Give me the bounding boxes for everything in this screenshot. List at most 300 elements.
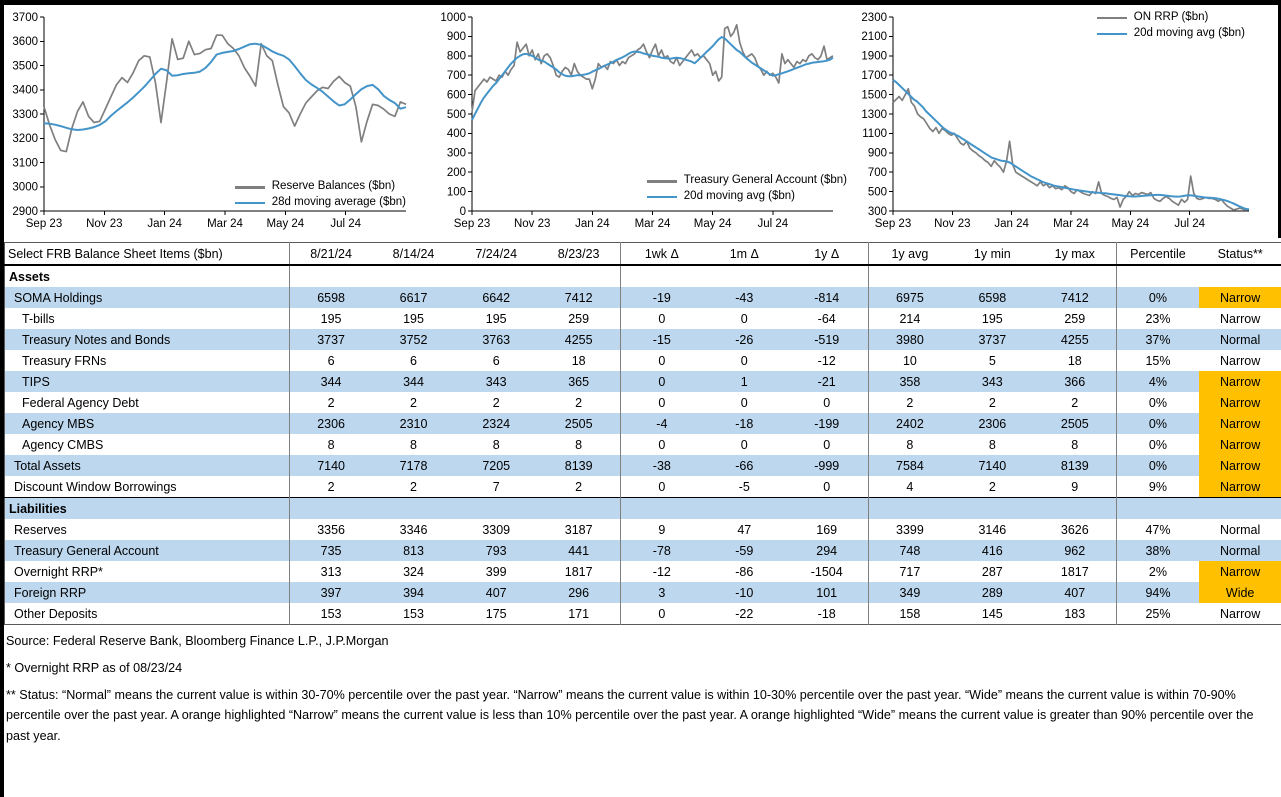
value-cell: 0	[740, 311, 748, 326]
value-cell: 9	[1034, 476, 1117, 498]
value-cell: 735	[320, 543, 342, 558]
value-cell: 2	[988, 395, 996, 410]
value-cell: -59	[735, 543, 754, 558]
value-cell: 7584	[896, 458, 924, 473]
table-row	[5, 371, 1281, 392]
value-cell: 3626	[1034, 519, 1117, 540]
x-tick-label: Jan 24	[575, 218, 610, 230]
value-cell: 1817	[1034, 561, 1117, 582]
status-cell: Normal	[1220, 522, 1261, 537]
value-cell: 7412	[1034, 287, 1117, 308]
value-cell	[455, 498, 538, 520]
value-cell: 344	[320, 374, 342, 389]
status-cell: Narrow	[1220, 353, 1261, 368]
y-tick-label: 1500	[861, 89, 887, 102]
legend-line-swatch-gray	[647, 180, 677, 182]
value-cell: 1817	[538, 561, 621, 582]
x-tick-label: Mar 24	[1053, 218, 1089, 230]
row-label: Federal Agency Debt	[5, 392, 290, 413]
y-tick-label: 600	[446, 89, 466, 102]
value-cell: -199	[786, 413, 869, 434]
reserve-balances-chart	[4, 5, 434, 238]
value-cell: 15%	[1145, 353, 1171, 368]
value-cell: 0	[658, 353, 666, 368]
row-label: Agency MBS	[5, 413, 290, 434]
y-tick-label: 3700	[12, 11, 38, 24]
legend-label: Reserve Balances ($bn)	[271, 180, 396, 193]
value-cell: 2505	[538, 413, 621, 434]
table-row	[5, 476, 1281, 498]
value-cell: 8139	[538, 455, 621, 476]
value-cell: 47%	[1145, 522, 1171, 537]
value-cell: 3187	[538, 519, 621, 540]
y-tick-label: 800	[446, 50, 466, 63]
status-cell: Narrow	[1199, 287, 1281, 308]
charts-row	[4, 5, 1281, 238]
value-cell: 441	[538, 540, 621, 561]
column-header: 1y avg	[868, 243, 951, 266]
value-cell: -38	[652, 458, 671, 473]
value-cell: 214	[899, 311, 921, 326]
table-header-row	[5, 243, 1281, 266]
column-header: 1m Δ	[703, 243, 786, 266]
row-label: Assets	[5, 265, 290, 287]
y-tick-label: 2300	[861, 11, 887, 24]
y-tick-label: 2100	[861, 31, 887, 44]
value-cell: 343	[981, 374, 1003, 389]
value-cell: 2	[1034, 392, 1117, 413]
value-cell: 343	[485, 374, 507, 389]
row-label: Other Deposits	[5, 603, 290, 625]
value-cell: 145	[981, 606, 1003, 621]
value-cell	[1034, 265, 1117, 287]
value-cell: 407	[1034, 582, 1117, 603]
status-cell	[1199, 265, 1281, 287]
status-cell: Narrow	[1199, 476, 1281, 498]
value-cell: 175	[485, 606, 507, 621]
status-cell: Narrow	[1199, 371, 1281, 392]
value-cell: 195	[981, 311, 1003, 326]
balance-sheet-table	[4, 242, 1281, 625]
status-cell: Narrow	[1199, 455, 1281, 476]
value-cell	[1034, 498, 1117, 520]
value-cell: 296	[538, 582, 621, 603]
status-cell: Narrow	[1199, 434, 1281, 455]
series-line	[44, 44, 406, 130]
value-cell	[1116, 265, 1199, 287]
row-label: TIPS	[5, 371, 290, 392]
reserve-balances-legend	[235, 178, 406, 212]
table-row	[5, 392, 1281, 413]
series-line	[893, 89, 1249, 210]
value-cell: -814	[786, 287, 869, 308]
legend-label: ON RRP ($bn)	[1133, 11, 1209, 23]
value-cell: 358	[899, 374, 921, 389]
value-cell: 344	[403, 374, 424, 389]
value-cell	[620, 265, 703, 287]
value-cell: 0%	[1148, 416, 1167, 431]
value-cell	[868, 265, 951, 287]
value-cell	[372, 265, 455, 287]
value-cell: 0	[658, 479, 666, 494]
y-tick-label: 300	[446, 147, 466, 160]
value-cell: 158	[899, 606, 921, 621]
row-label: Overnight RRP*	[5, 561, 290, 582]
value-cell: 94%	[1145, 585, 1171, 600]
value-cell	[703, 498, 786, 520]
table-row	[5, 350, 1281, 371]
x-tick-label: Mar 24	[207, 218, 243, 230]
on-rrp-chart	[859, 5, 1281, 238]
value-cell: 0%	[1148, 290, 1167, 305]
value-cell	[290, 498, 373, 520]
value-cell: 313	[320, 564, 342, 579]
y-tick-label: 3200	[12, 133, 38, 146]
value-cell: 2	[988, 479, 996, 494]
on-rrp-legend	[1097, 9, 1245, 43]
y-tick-label: 0	[459, 205, 466, 218]
value-cell: 171	[538, 603, 621, 625]
x-tick-label: Jul 24	[757, 218, 789, 230]
value-cell: 2	[492, 395, 500, 410]
value-cell: 0	[658, 606, 666, 621]
y-tick-label: 500	[446, 108, 466, 121]
row-label: SOMA Holdings	[5, 287, 290, 308]
value-cell: 3346	[399, 522, 428, 537]
column-header: 8/14/24	[372, 243, 455, 266]
value-cell: 2324	[482, 416, 511, 431]
value-cell: -999	[786, 455, 869, 476]
y-tick-label: 1900	[861, 50, 887, 63]
value-cell: 0	[658, 311, 666, 326]
value-cell	[951, 265, 1034, 287]
value-cell: 0	[786, 392, 869, 413]
value-cell: 394	[403, 585, 424, 600]
y-tick-label: 500	[867, 186, 887, 199]
value-cell: 349	[899, 585, 921, 600]
value-cell: 183	[1034, 603, 1117, 625]
value-cell: 2306	[317, 416, 345, 431]
value-cell	[620, 498, 703, 520]
value-cell: 8	[538, 434, 621, 455]
row-label: Reserves	[5, 519, 290, 540]
x-tick-label: Jan 24	[994, 218, 1029, 230]
value-cell	[538, 265, 621, 287]
table-row	[5, 434, 1281, 455]
treasury-general-account-chart	[434, 5, 859, 238]
footnotes	[4, 625, 1281, 746]
row-label: Total Assets	[5, 455, 290, 476]
value-cell: 4	[906, 479, 914, 494]
value-cell	[290, 265, 373, 287]
row-label: Agency CMBS	[5, 434, 290, 455]
value-cell: 2505	[1034, 413, 1117, 434]
value-cell: 6975	[896, 290, 924, 305]
value-cell: 7412	[538, 287, 621, 308]
value-cell: -10	[735, 585, 754, 600]
value-cell: 18	[538, 350, 621, 371]
legend-label: 28d moving average ($bn)	[271, 196, 406, 209]
legend-line-swatch-blue	[1097, 33, 1127, 35]
row-label: Treasury Notes and Bonds	[5, 329, 290, 350]
table-row	[5, 308, 1281, 329]
value-cell: 7140	[978, 458, 1007, 473]
status-cell: Normal	[1220, 543, 1261, 558]
value-cell: -22	[735, 606, 754, 621]
x-tick-label: May 24	[693, 218, 732, 230]
value-cell: 397	[320, 585, 342, 600]
value-cell	[1116, 498, 1199, 520]
y-tick-label: 3000	[12, 181, 38, 194]
value-cell: 47	[737, 522, 752, 537]
value-cell: 6598	[317, 290, 345, 305]
value-cell: 6	[492, 353, 500, 368]
value-cell: 324	[403, 564, 424, 579]
value-cell: 3146	[978, 522, 1007, 537]
value-cell: 2	[410, 395, 417, 410]
table-row	[5, 455, 1281, 476]
column-header: 1y min	[951, 243, 1034, 266]
status-cell: Narrow	[1220, 311, 1261, 326]
value-cell: 9	[658, 522, 666, 537]
legend-entry	[647, 174, 847, 188]
status-cell: Normal	[1220, 332, 1261, 347]
column-header: 1wk Δ	[620, 243, 703, 266]
y-tick-label: 2900	[12, 205, 38, 218]
value-cell: 2	[327, 395, 335, 410]
value-cell	[786, 498, 869, 520]
value-cell: 37%	[1145, 332, 1171, 347]
legend-entry	[235, 180, 406, 194]
value-cell: 2310	[399, 416, 428, 431]
row-label: Treasury General Account	[5, 540, 290, 561]
value-cell: -66	[735, 458, 754, 473]
value-cell: 3356	[317, 522, 345, 537]
value-cell: 2	[538, 476, 621, 498]
y-tick-label: 700	[867, 167, 887, 179]
x-tick-label: May 24	[266, 218, 305, 230]
value-cell: -19	[652, 290, 671, 305]
value-cell: -1504	[786, 561, 869, 582]
value-cell: 289	[981, 585, 1003, 600]
legend-entry	[235, 196, 406, 210]
value-cell: -43	[735, 290, 754, 305]
legend-line-swatch-blue	[647, 196, 677, 198]
row-label: Foreign RRP	[5, 582, 290, 603]
status-cell: Narrow	[1220, 606, 1261, 621]
value-cell: 0	[740, 353, 748, 368]
value-cell: 2	[327, 479, 335, 494]
value-cell: 3980	[896, 332, 924, 347]
value-cell: 4255	[1034, 329, 1117, 350]
value-cell: 23%	[1145, 311, 1171, 326]
value-cell: 18	[1034, 350, 1117, 371]
value-cell: 5	[988, 353, 996, 368]
value-cell	[372, 498, 455, 520]
value-cell: 169	[786, 519, 869, 540]
x-tick-label: Nov 23	[513, 218, 551, 230]
value-cell: 259	[1034, 308, 1117, 329]
column-header: Percentile	[1116, 243, 1199, 266]
value-cell: 8	[492, 437, 500, 452]
legend-line-swatch-gray	[235, 186, 265, 188]
table-row	[5, 519, 1281, 540]
value-cell: -18	[786, 603, 869, 625]
value-cell: 38%	[1145, 543, 1171, 558]
value-cell: -12	[786, 350, 869, 371]
status-cell	[1199, 498, 1281, 520]
value-cell: 8139	[1034, 455, 1117, 476]
value-cell: 294	[786, 540, 869, 561]
value-cell: 25%	[1145, 606, 1171, 621]
value-cell: -15	[652, 332, 671, 347]
y-tick-label: 200	[446, 167, 466, 179]
y-tick-label: 100	[446, 186, 466, 199]
value-cell: 8	[988, 437, 996, 452]
legend-line-swatch-blue	[235, 202, 265, 204]
table-row	[5, 287, 1281, 308]
value-cell: -21	[786, 371, 869, 392]
value-cell: 2402	[896, 416, 924, 431]
series-line	[893, 80, 1249, 210]
value-cell: 813	[403, 543, 424, 558]
x-tick-label: Jan 24	[147, 218, 182, 230]
source-note: Source: Federal Reserve Bank, Bloomberg Finance L.P., J.P.Morgan	[6, 634, 389, 648]
table-row	[5, 329, 1281, 350]
value-cell	[786, 265, 869, 287]
value-cell: 9%	[1148, 479, 1167, 494]
value-cell	[455, 265, 538, 287]
overnight-rrp-note: * Overnight RRP as of 08/23/24	[6, 661, 183, 676]
value-cell: 0%	[1148, 395, 1167, 410]
value-cell: 8	[327, 437, 335, 452]
x-tick-label: Sep 23	[874, 218, 912, 230]
value-cell: 407	[485, 585, 507, 600]
row-label: Treasury FRNs	[5, 350, 290, 371]
value-cell: -86	[735, 564, 754, 579]
value-cell: 0	[740, 395, 748, 410]
legend-entry	[647, 190, 847, 204]
legend-label: 20d moving avg ($bn)	[1133, 26, 1245, 39]
value-cell: 7140	[317, 458, 345, 473]
table-row	[5, 540, 1281, 561]
value-cell: 195	[485, 311, 507, 326]
y-tick-label: 3400	[12, 84, 38, 97]
value-cell: 8	[410, 437, 417, 452]
value-cell: -18	[735, 416, 754, 431]
value-cell: -5	[738, 479, 750, 494]
value-cell: 717	[899, 564, 921, 579]
y-tick-label: 3600	[12, 36, 38, 49]
value-cell: 416	[981, 543, 1003, 558]
value-cell: 0	[740, 437, 748, 452]
y-tick-label: 700	[446, 70, 466, 82]
value-cell: 793	[485, 543, 507, 558]
value-cell	[951, 498, 1034, 520]
legend-line-swatch-gray	[1097, 17, 1127, 19]
value-cell: 2	[906, 395, 914, 410]
status-cell: Wide	[1199, 582, 1281, 603]
legend-entry	[1097, 11, 1245, 25]
value-cell: 0	[786, 434, 869, 455]
value-cell: 101	[786, 582, 869, 603]
value-cell: 6598	[978, 290, 1007, 305]
value-cell: 3737	[317, 332, 345, 347]
table-row	[5, 561, 1281, 582]
column-header: 8/23/23	[538, 243, 621, 266]
y-tick-label: 900	[446, 31, 466, 44]
value-cell: 0	[658, 395, 666, 410]
table-row	[5, 582, 1281, 603]
value-cell: 195	[403, 311, 424, 326]
treasury-general-account-legend	[647, 172, 847, 206]
row-label: T-bills	[5, 308, 290, 329]
y-tick-label: 900	[867, 147, 887, 160]
y-tick-label: 1700	[861, 70, 887, 82]
value-cell: 2	[410, 479, 417, 494]
table-row	[5, 603, 1281, 625]
value-cell: 7	[492, 479, 500, 494]
status-cell: Narrow	[1199, 561, 1281, 582]
value-cell: 1	[740, 374, 748, 389]
x-tick-label: Jul 24	[1174, 218, 1206, 230]
value-cell: -64	[786, 308, 869, 329]
legend-label: Treasury General Account ($bn)	[683, 174, 847, 187]
value-cell: 195	[320, 311, 342, 326]
column-header: 1y Δ	[786, 243, 869, 266]
column-header: 8/21/24	[290, 243, 373, 266]
value-cell: 3737	[978, 332, 1007, 347]
value-cell: 399	[485, 564, 507, 579]
value-cell: 4%	[1148, 374, 1167, 389]
x-tick-label: Sep 23	[25, 218, 63, 230]
value-cell	[538, 498, 621, 520]
value-cell: 8	[906, 437, 914, 452]
value-cell: 6617	[399, 290, 428, 305]
legend-label: 20d moving avg ($bn)	[683, 190, 796, 203]
x-tick-label: Jul 24	[330, 218, 362, 230]
value-cell: 10	[902, 353, 917, 368]
value-cell: 3309	[482, 522, 511, 537]
value-cell: 8	[1034, 434, 1117, 455]
y-tick-label: 300	[867, 205, 887, 218]
value-cell: 0%	[1148, 458, 1167, 473]
series-line	[472, 25, 833, 112]
value-cell: 7178	[399, 458, 428, 473]
value-cell: 962	[1034, 540, 1117, 561]
status-definition-note: ** Status: “Normal” means the current value is within 30-70% percentile over the past year. “Narrow” means the current value is within 10-30% percentile over the past year. “Wide” means the current value is within 70-90% percentile over the past year. A orange highlighted “Narrow” means the current value is less than 10% percentile over the past year. A orange highlighted “Wide” means the current value is greater than 90% percentile over the past year.	[6, 688, 1254, 743]
value-cell: -519	[786, 329, 869, 350]
value-cell: -26	[735, 332, 754, 347]
value-cell: 7205	[482, 458, 511, 473]
value-cell: 153	[403, 606, 424, 621]
y-tick-label: 3300	[12, 108, 38, 121]
value-cell: 153	[320, 606, 342, 621]
value-cell: 366	[1034, 371, 1117, 392]
value-cell: 3752	[399, 332, 428, 347]
column-header: Status**	[1199, 243, 1281, 266]
value-cell: 3399	[896, 522, 924, 537]
column-header: 7/24/24	[455, 243, 538, 266]
table-row	[5, 498, 1281, 520]
x-tick-label: May 24	[1111, 218, 1150, 230]
value-cell: 0	[786, 476, 869, 498]
value-cell: 2306	[978, 416, 1007, 431]
value-cell: 365	[538, 371, 621, 392]
value-cell: 0%	[1148, 437, 1167, 452]
y-tick-label: 1100	[862, 128, 887, 141]
value-cell: 2	[538, 392, 621, 413]
